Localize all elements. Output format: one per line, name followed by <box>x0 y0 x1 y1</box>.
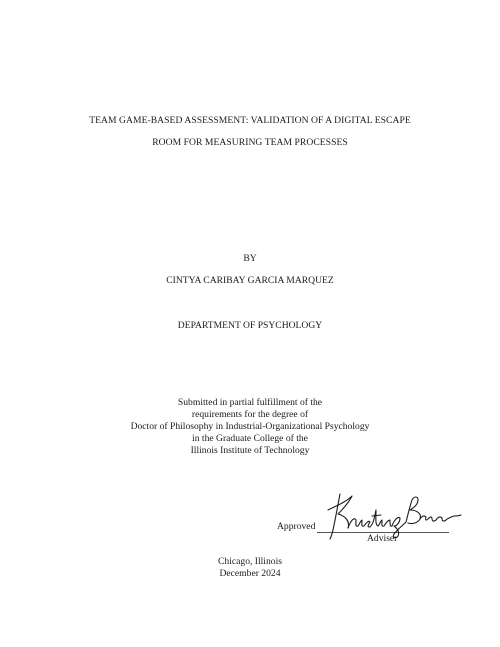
submission-date: December 2024 <box>219 568 281 579</box>
location-city: Chicago, Illinois <box>218 556 282 567</box>
submission-line-2: requirements for the degree of <box>191 409 309 420</box>
adviser-label: Adviser <box>367 533 398 544</box>
submission-line-3: Doctor of Philosophy in Industrial-Organizational Psychology <box>130 421 370 432</box>
approved-label: Approved <box>277 521 316 532</box>
by-label: BY <box>243 253 257 264</box>
thesis-title-line-2: ROOM FOR MEASURING TEAM PROCESSES <box>152 137 348 148</box>
department-name: DEPARTMENT OF PSYCHOLOGY <box>177 320 323 331</box>
submission-line-4: in the Graduate College of the <box>192 433 308 444</box>
author-name: CINTYA CARIBAY GARCIA MARQUEZ <box>166 275 334 286</box>
submission-line-1: Submitted in partial fulfillment of the <box>177 397 323 408</box>
submission-line-5: Illinois Institute of Technology <box>190 445 310 456</box>
thesis-title-line-1: TEAM GAME-BASED ASSESSMENT: VALIDATION OF A DIGITAL ESCAPE <box>89 115 411 126</box>
